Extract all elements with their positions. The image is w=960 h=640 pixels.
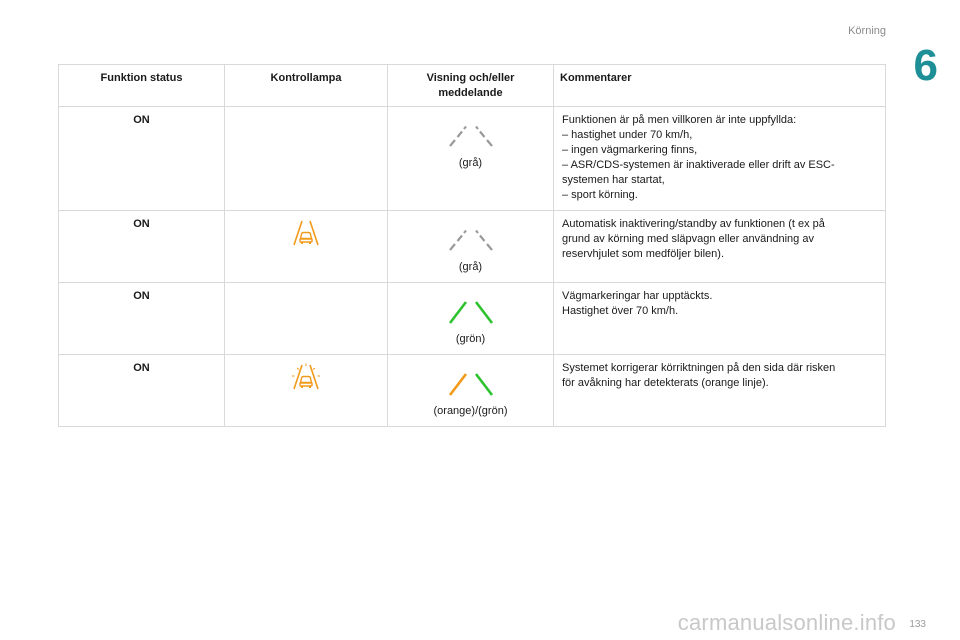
display-caption: (orange)/(grön) (433, 405, 508, 417)
display-caption: (grön) (455, 333, 486, 345)
status-cell: ON (59, 283, 225, 355)
section-title: Körning (848, 25, 886, 37)
comment-line: för avåkning har detekterats (orange linje). (562, 377, 769, 389)
comment-line: Systemet korrigerar körriktningen på den sida där risken (562, 362, 836, 374)
comment-cell (554, 355, 886, 427)
display-cell (388, 211, 554, 283)
table-row (59, 211, 886, 283)
comment-line: Funktionen är på men villkoren är inte uppfyllda: (562, 114, 797, 126)
lane-keeping-status-table (58, 64, 886, 427)
table-header-row (59, 65, 886, 107)
display-caption: (grå) (458, 261, 483, 273)
display-cell (388, 283, 554, 355)
comment-line: Vägmarkeringar har upptäckts. (562, 290, 713, 302)
header-comments: Kommentarer (554, 65, 886, 107)
comment-line: systemen har startat, (562, 174, 665, 186)
comment-cell (554, 283, 886, 355)
comment-cell (554, 107, 886, 211)
lane-departure-warning-icon (291, 219, 321, 247)
header-display-message: Visning och/eller meddelande (388, 65, 554, 107)
comment-line: grund av körning med släpvagn eller användning av (562, 233, 814, 245)
watermark: carmanualsonline.info (677, 610, 896, 635)
comment-line: – ASR/CDS-systemen är inaktiverade eller drift av ESC- (562, 159, 835, 171)
display-cell (388, 355, 554, 427)
status-cell: ON (59, 211, 225, 283)
table-row (59, 355, 886, 427)
lane-lines-gray-icon (436, 122, 506, 150)
chapter-number: 6 (913, 41, 938, 90)
warning-lamp-cell (225, 107, 388, 211)
comment-cell (554, 211, 886, 283)
page-number: 133 (909, 619, 926, 630)
lane-lines-orange-green-icon (436, 370, 506, 398)
status-cell: ON (59, 107, 225, 211)
table-row (59, 107, 886, 211)
lane-lines-gray-icon (436, 226, 506, 254)
display-caption: (grå) (458, 157, 483, 169)
table-row (59, 283, 886, 355)
warning-lamp-cell (225, 283, 388, 355)
comment-line: – hastighet under 70 km/h, (562, 129, 693, 141)
header-function-status: Funktion status (59, 65, 225, 107)
display-cell (388, 107, 554, 211)
comment-line: – ingen vägmarkering finns, (562, 144, 698, 156)
comment-line: Hastighet över 70 km/h. (562, 305, 679, 317)
warning-lamp-cell (225, 355, 388, 427)
status-cell: ON (59, 355, 225, 427)
comment-line: – sport körning. (562, 189, 638, 201)
header-warning-lamp: Kontrollampa (225, 65, 388, 107)
comment-line: Automatisk inaktivering/standby av funktionen (t ex på (562, 218, 825, 230)
warning-lamp-cell (225, 211, 388, 283)
comment-line: reservhjulet som medföljer bilen). (562, 248, 725, 260)
lane-lines-green-icon (436, 298, 506, 326)
lane-departure-warning-flashing-icon (291, 363, 321, 391)
